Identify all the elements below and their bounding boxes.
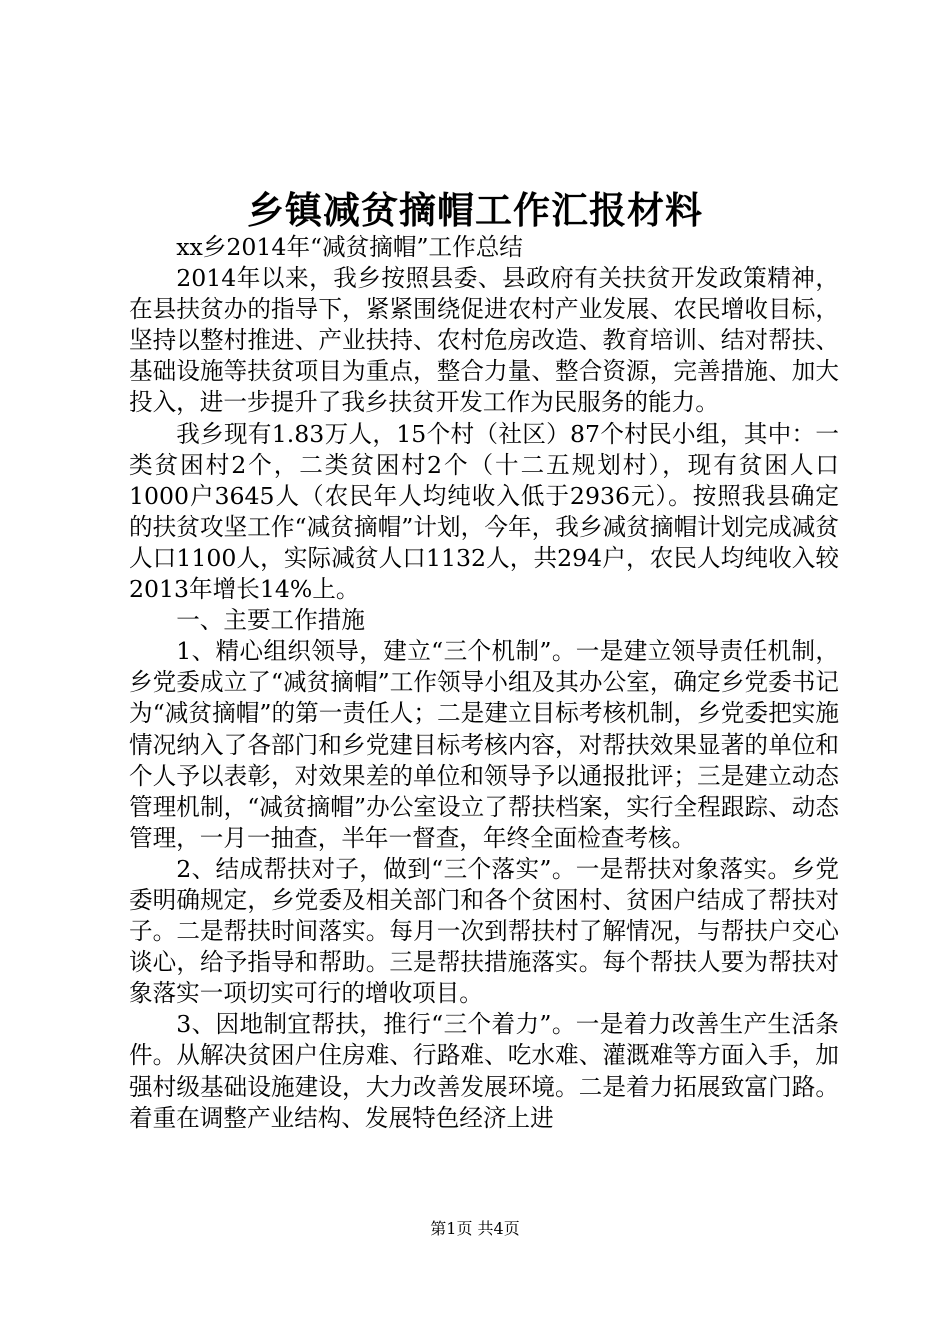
paragraph-population: 我乡现有1.83万人，15个村（社区）87个村民小组，其中：一类贫困村2个，二类贫困村2个（十二五规划村），现有贫困人口1000户3645人（农民年人均纯收入低于2936元）。按照我县确定的扶贫攻坚工作“减贫摘帽”计划，今年，我乡减贫摘帽计划完成减贫人口1100人，实际减贫人口1132人，共294户，农民人均纯收入较2013年增长14%上。 (129, 419, 839, 604)
paragraph-subtitle: xx乡2014年“减贫摘帽”工作总结 (176, 233, 523, 261)
document-body (129, 232, 839, 1134)
section-heading-measures: 一、主要工作措施 (176, 606, 365, 635)
page-number-footer: 第1页 共4页 (430, 1219, 520, 1238)
paragraph-measure-3: 3、因地制宜帮扶，推行“三个着力”。一是着力改善生产生活条件。从解决贫困户住房难、行路难、吃水难、灌溉难等方面入手，加强村级基础设施建设，大力改善发展环境。二是着力拓展致富门路。着重在调整产业结构、发展特色经济上进 (129, 1010, 839, 1132)
paragraph-measure-1: 1、精心组织领导，建立“三个机制”。一是建立领导责任机制，乡党委成立了“减贫摘帽”工作领导小组及其办公室，确定乡党委书记为“减贫摘帽”的第一责任人；二是建立目标考核机制，乡党委把实施情况纳入了各部门和乡党建目标考核内容，对帮扶效果显著的单位和个人予以表彰，对效果差的单位和领导予以通报批评；三是建立动态管理机制，“减贫摘帽”办公室设立了帮扶档案，实行全程跟踪、动态管理，一月一抽查，半年一督查，年终全面检查考核。 (129, 637, 839, 852)
paragraph-intro: 2014年以来，我乡按照县委、县政府有关扶贫开发政策精神，在县扶贫办的指导下，紧紧围绕促进农村产业发展、农民增收目标，坚持以整村推进、产业扶持、农村危房改造、教育培训、结对帮扶、基础设施等扶贫项目为重点，整合力量、整合资源，完善措施、加大投入，进一步提升了我乡扶贫开发工作为民服务的能力。 (129, 264, 839, 417)
paragraph-measure-2: 2、结成帮扶对子，做到“三个落实”。一是帮扶对象落实。乡党委明确规定，乡党委及相关部门和各个贫困村、贫困户结成了帮扶对子。二是帮扶时间落实。每月一次到帮扶村了解情况，与帮扶户交心谈心，给予指导和帮助。三是帮扶措施落实。每个帮扶人要为帮扶对象落实一项切实可行的增收项目。 (129, 854, 839, 1008)
document-title: 乡镇减贫摘帽工作汇报材料 (247, 188, 703, 232)
